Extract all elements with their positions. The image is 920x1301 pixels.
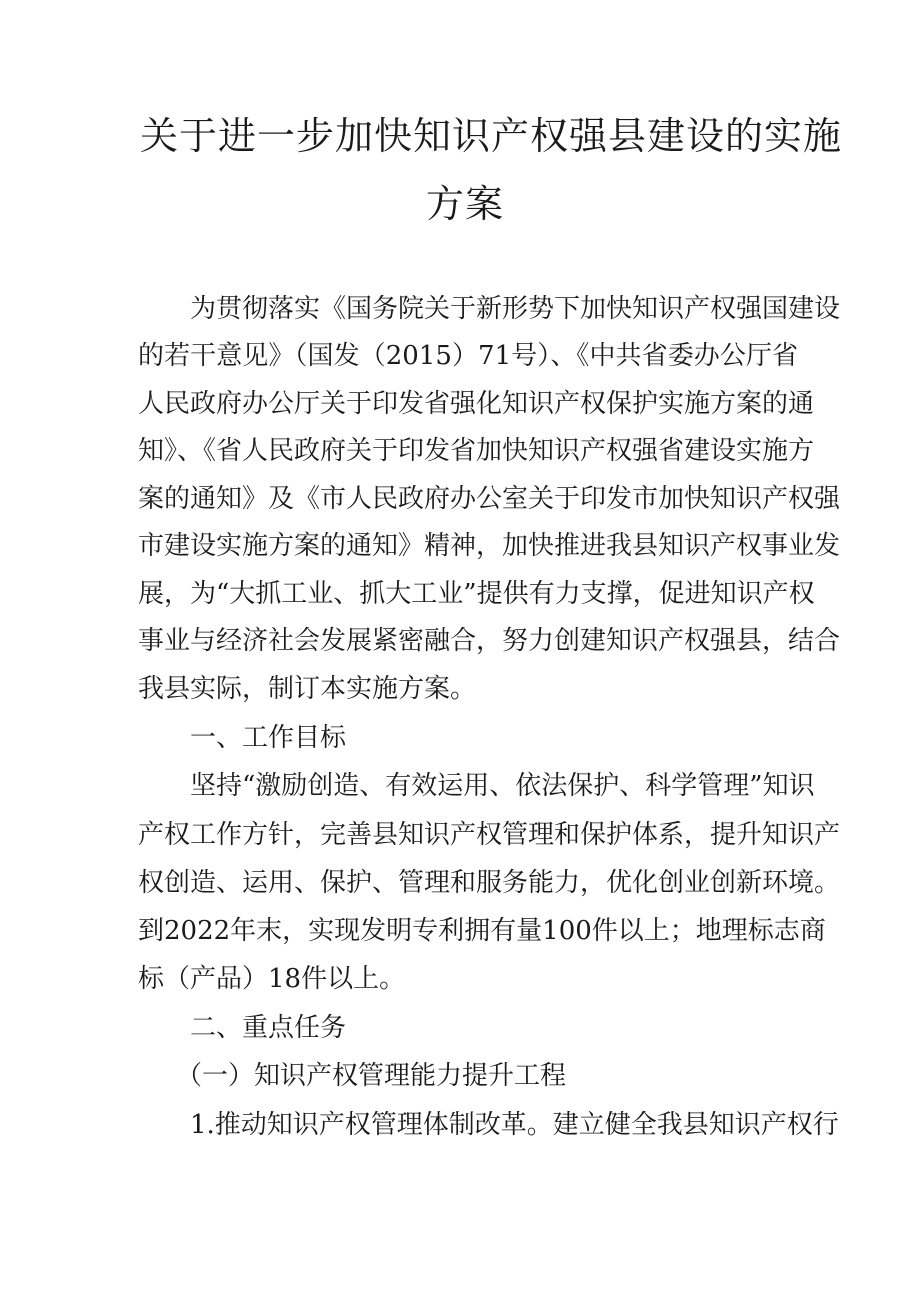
goals-paragraph-line: 产权工作方针，完善县知识产权管理和保护体系，提升知识产: [138, 820, 841, 850]
intro-paragraph-line: 人民政府办公厅关于印发省强化知识产权保护实施方案的通: [138, 389, 815, 419]
intro-paragraph-line: 市建设实施方案的通知》精神，加快推进我县知识产权事业发: [138, 531, 841, 561]
document-title-line-2: 方案: [425, 182, 504, 226]
goals-paragraph-line: 标（产品）18件以上。: [138, 964, 406, 994]
intro-paragraph-line: 案的通知》及《市人民政府办公室关于印发市加快知识产权强: [138, 484, 841, 514]
intro-paragraph-line: 知》、《省人民政府关于印发省加快知识产权强省建设实施方: [138, 436, 815, 466]
document-title-line-1: 关于进一步加快知识产权强县建设的实施: [140, 114, 843, 158]
task-item-1-line: 1.推动知识产权管理体制改革。建立健全我县知识产权行: [190, 1110, 839, 1140]
intro-paragraph-line: 的若干意见》（国发（2015）71号）、《中共省委办公厅省: [138, 341, 798, 371]
intro-paragraph-line: 展，为“大抓工业、抓大工业”提供有力支撑，促进知识产权: [138, 579, 815, 609]
subsection-heading-ip-management: （一）知识产权管理能力提升工程: [176, 1061, 567, 1091]
goals-paragraph-line: 权创造、运用、保护、管理和服务能力，优化创业创新环境。: [138, 868, 841, 898]
intro-paragraph-line: 事业与经济社会发展紧密融合，努力创建知识产权强县，结合: [138, 626, 841, 656]
intro-paragraph-line: 为贯彻落实《国务院关于新形势下加快知识产权强国建设: [190, 294, 841, 324]
intro-paragraph-line: 我县实际，制订本实施方案。: [138, 674, 477, 704]
section-heading-key-tasks: 二、重点任务: [190, 1013, 347, 1043]
section-heading-work-goals: 一、工作目标: [190, 723, 347, 753]
goals-paragraph-line: 坚持“激励创造、有效运用、依法保护、科学管理”知识: [190, 771, 815, 801]
goals-paragraph-line: 到2022年末，实现发明专利拥有量100件以上；地理标志商: [138, 916, 826, 946]
